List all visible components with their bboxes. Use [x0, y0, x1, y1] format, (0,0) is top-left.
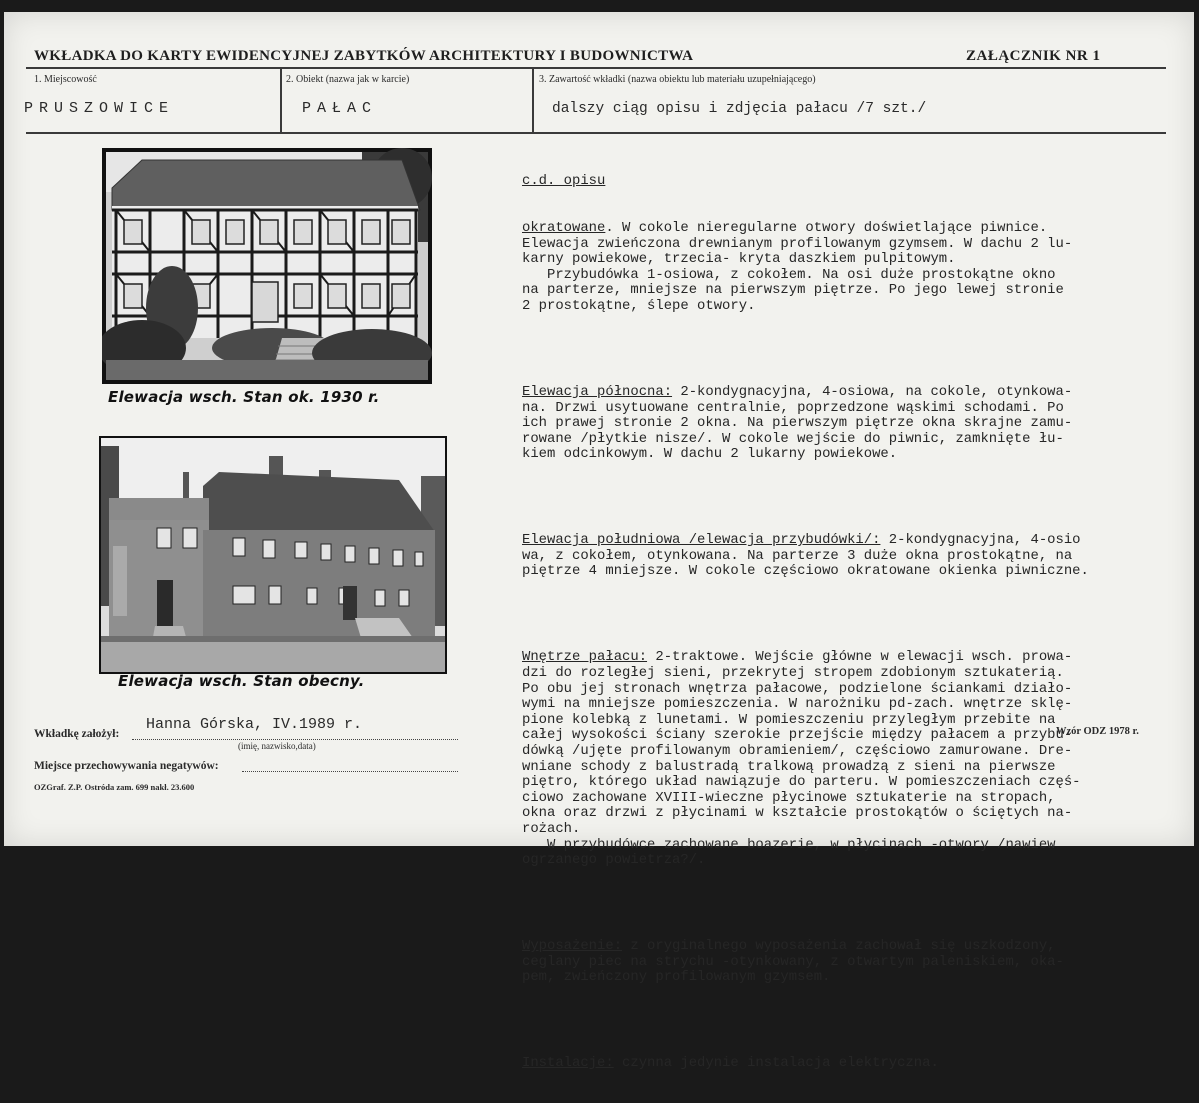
paragraph-south-elevation [522, 533, 1192, 580]
locality-value: PRUSZOWICE [24, 100, 175, 117]
text-line [522, 838, 1192, 854]
text-line [522, 252, 1192, 268]
line-text: czynna jedynie instalacja elektryczna. [613, 1055, 939, 1072]
text-line [522, 447, 1192, 463]
text-line [522, 432, 1192, 448]
author-value: Hanna Górska, IV.1989 r. [146, 716, 363, 733]
text-line [522, 760, 1192, 776]
photo-current [99, 436, 447, 674]
text-line [522, 939, 1192, 955]
text-line [522, 775, 1192, 791]
contents-value: dalszy ciąg opisu i zdjęcia pałacu /7 szt./ [552, 101, 927, 117]
section-heading: okratowane [522, 219, 606, 236]
section-heading: Elewacja północna: [522, 383, 673, 400]
author-hint: (imię, nazwisko,data) [238, 741, 316, 751]
line-text: ciowo zachowane XVIII-wieczne płycinowe sztukaterie na stropach, [522, 789, 1056, 806]
line-text: pione kolebką z lunetami. W pomieszczeniu przyległym przebite na [522, 711, 1056, 728]
paragraph-interior [522, 650, 1192, 868]
line-text: ich prawej stronie 2 okna. Na pierwszym piętrze okna skrajne zamu- [522, 415, 1073, 432]
section-heading: Instalacje: [522, 1055, 614, 1072]
line-text: piętro, którego układ nawiązuje do parteru. W pomieszczeniach częś- [522, 774, 1081, 791]
object-value: PAŁAC [302, 100, 378, 117]
photo-1930 [102, 148, 432, 384]
line-text: wniane schody z balustradą tralkową prowadzą z sieni na pierwsze [522, 758, 1056, 775]
line-text: na parterze, mniejsze na pierwszym piętrze. Po jego lewej stronie [522, 282, 1064, 299]
print-info: OZGraf. Z.P. Ostróda zam. 699 nakł. 23.600 [34, 782, 195, 792]
text-line [522, 650, 1192, 666]
text-line [522, 268, 1192, 284]
form-reference: Wzór ODZ 1978 r. [1056, 726, 1139, 737]
paragraph-furnishing [522, 939, 1192, 986]
line-text: karny powiekowe, trzecia- kryta daszkiem pulpitowym. [522, 251, 956, 268]
fields-bottom-rule [26, 132, 1166, 134]
field-divider-2 [532, 68, 534, 132]
record-card [4, 12, 1194, 1072]
text-line [522, 970, 1192, 986]
text-line [522, 1056, 1192, 1072]
text-line [522, 822, 1192, 838]
description-heading: c.d. opisu [522, 173, 606, 190]
text-line [522, 564, 1192, 580]
line-text: okna oraz drzwi z płycinami w kształcie prostokątów o ściętych na- [522, 805, 1073, 822]
line-text: ogrzanego powietrza?/. [522, 852, 706, 869]
line-text: Po obu jej stronach wnętrza pałacowe, podzielone ściankami działo- [522, 680, 1073, 697]
line-text: pem, zwieńczony profilowanym gzymsem. [522, 969, 831, 986]
line-text: W przybudówce zachowane boazerie, w płycinach -otwory /nawiew [522, 836, 1056, 853]
field-3-label: 3. Zawartość wkładki (nazwa obiektu lub materiału uzupełniającego) [539, 74, 816, 85]
photo-1930-caption: Elewacja wsch. Stan ok. 1930 r. [108, 388, 380, 406]
negatives-label: Miejsce przechowywania negatywów: [34, 760, 219, 772]
paragraph-installations [522, 1056, 1192, 1072]
line-text: 2-kondygnacyjna, 4-osiowa, na cokole, otynkowa- [672, 383, 1073, 400]
section-heading: Elewacja południowa /elewacja przybudówki/: [522, 532, 881, 549]
description-text [522, 143, 1192, 1103]
line-text: piętrze 4 mniejsze. W cokole częściowo okratowane okienka piwniczne. [522, 563, 1089, 580]
paragraph-1 [522, 221, 1192, 315]
section-heading: Wyposażenie: [522, 938, 623, 955]
document-title: WKŁADKA DO KARTY EWIDENCYJNEJ ZABYTKÓW ARCHITEKTURY I BUDOWNICTWA [34, 48, 694, 64]
text-line [522, 416, 1192, 432]
text-line [522, 401, 1192, 417]
line-text: Elewacja zwieńczona drewnianym profilowanym gzymsem. W dachu 2 lu- [522, 235, 1073, 252]
text-line [522, 666, 1192, 682]
line-text: kiem odcinkowym. W dachu 2 lukarny powiekowe. [522, 446, 898, 463]
text-line [522, 533, 1192, 549]
line-text: 2-traktowe. Wejście główne w elewacji wsch. prowa- [647, 649, 1073, 666]
line-text: z oryginalnego wyposażenia zachował się uszkodzony, [622, 938, 1056, 955]
text-line [522, 791, 1192, 807]
line-text: 2 prostokątne, ślepe otwory. [522, 297, 756, 314]
text-line [522, 853, 1192, 869]
text-line [522, 385, 1192, 401]
field-2-label: 2. Obiekt (nazwa jak w karcie) [286, 74, 410, 85]
line-text: dówką /ujęte profilowanym obramieniem/, częściowo zamurowane. Dre- [522, 742, 1073, 759]
line-text: ceglany piec na strychu -otynkowany, z otwartym paleniskiem, oka- [522, 953, 1064, 970]
author-label: Wkładkę założył: [34, 728, 120, 740]
text-line [522, 549, 1192, 565]
line-text: rowane /płytkie nisze/. W cokole wejście do piwnic, zamknięte łu- [522, 430, 1064, 447]
text-line [522, 697, 1192, 713]
header-rule [26, 67, 1166, 69]
section-heading: Wnętrze pałacu: [522, 649, 648, 666]
author-dotted-line [132, 739, 458, 740]
field-divider-1 [280, 68, 282, 132]
line-text: Przybudówka 1-osiowa, z cokołem. Na osi duże prostokątne okno [522, 266, 1056, 283]
line-text: . W cokole nieregularne otwory doświetlające piwnice. [605, 219, 1048, 236]
paragraph-north-elevation [522, 385, 1192, 463]
text-line [522, 221, 1192, 237]
annex-number: ZAŁĄCZNIK NR 1 [966, 48, 1101, 64]
field-1-label: 1. Miejscowość [34, 74, 97, 85]
text-line [522, 682, 1192, 698]
photo-current-caption: Elewacja wsch. Stan obecny. [118, 672, 365, 690]
text-line [522, 299, 1192, 315]
line-text: dzi do rozległej sieni, przekrytej stropem zdobionym sztukaterią. [522, 665, 1064, 681]
text-line [522, 806, 1192, 822]
text-line [522, 744, 1192, 760]
line-text: 2-kondygnacyjna, 4-osio [880, 532, 1081, 549]
line-text: wymi na mniejsze pomieszczenia. W narożniku pd-zach. wnętrze sklę- [522, 696, 1073, 713]
line-text: całej wysokości ściany szerokie przejście między pałacem a przybu- [522, 727, 1073, 744]
text-line [522, 283, 1192, 299]
line-text: rożach. [522, 820, 581, 837]
text-line [522, 237, 1192, 253]
negatives-dotted-line [242, 771, 458, 772]
line-text: na. Drzwi usytuowane centralnie, poprzedzone wąskimi schodami. Po [522, 399, 1064, 416]
line-text: wa, z cokołem, otynkowana. Na parterze 3 duże okna prostokątne, na [522, 547, 1073, 564]
text-line [522, 955, 1192, 971]
